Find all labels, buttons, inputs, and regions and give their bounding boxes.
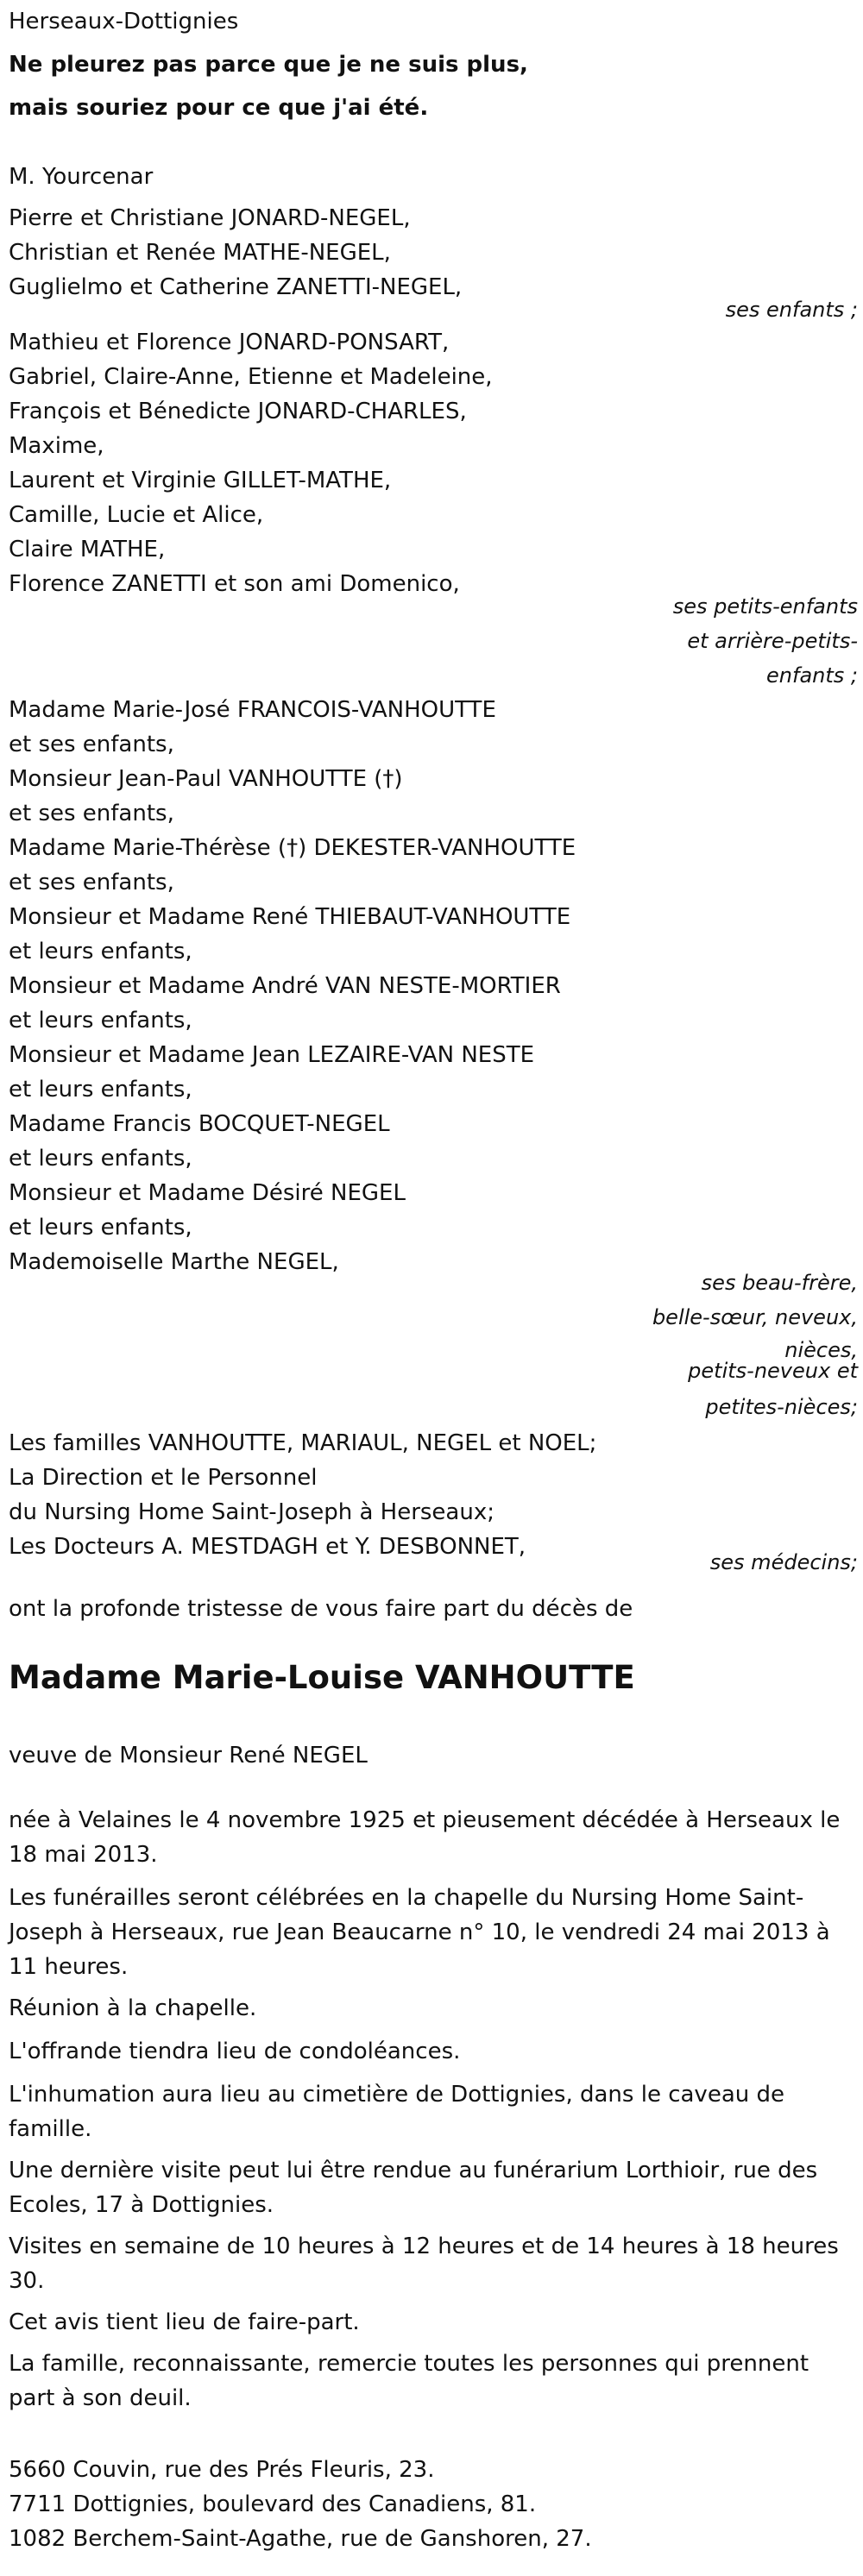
siblings-label: ses beau-frère, [701,1271,858,1295]
sibling-line: et ses enfants, [9,801,174,826]
sibling-line: Monsieur et Madame Jean LEZAIRE-VAN NESTE [9,1042,535,1068]
sibling-line: Madame Marie-Thérèse (†) DEKESTER-VANHOUTTE [9,835,576,861]
other-line: Les Docteurs A. MESTDAGH et Y. DESBONNET, [9,1534,526,1560]
grandchild-line: Camille, Lucie et Alice, [9,502,264,528]
address-line: 1082 Berchem-Saint-Agathe, rue de Ganshoren, 27. [9,2526,592,2552]
sibling-line: Madame Francis BOCQUET-NEGEL [9,1111,390,1137]
sibling-line: et leurs enfants, [9,1008,192,1034]
other-line: La Direction et le Personnel [9,1465,318,1491]
sibling-line: et ses enfants, [9,870,174,895]
sibling-line: Monsieur et Madame Désiré NEGEL [9,1180,406,1206]
sibling-line: et leurs enfants, [9,1215,192,1241]
grandchild-line: Claire MATHE, [9,537,166,562]
children-label: ses enfants ; [725,298,858,322]
grandchild-line: Laurent et Virginie GILLET-MATHE, [9,468,392,493]
grandchild-line: François et Bénedicte JONARD-CHARLES, [9,399,467,424]
child-line: Guglielmo et Catherine ZANETTI-NEGEL, [9,274,463,300]
detail-paragraph: Les funérailles seront célébrées en la chapelle du Nursing Home Saint-Joseph à Herseaux, rue Jean Beaucarne n° 10, le vendredi 24 mai 2013 à 11 heures. [9,1885,830,1980]
sibling-line: Monsieur Jean-Paul VANHOUTTE (†) [9,766,403,792]
sibling-line: Mademoiselle Marthe NEGEL, [9,1249,339,1275]
location: Herseaux-Dottignies [9,9,239,35]
address-line: 7711 Dottignies, boulevard des Canadiens, 81. [9,2491,537,2517]
grandchildren-label: enfants ; [766,663,858,688]
detail-paragraph: Une dernière visite peut lui être rendue au funérarium Lorthioir, rue des Ecoles, 17 à Dottignies. [9,2158,818,2218]
sibling-line: Madame Marie-José FRANCOIS-VANHOUTTE [9,697,496,723]
grandchild-line: Gabriel, Claire-Anne, Etienne et Madeleine, [9,364,493,390]
deceased-name: Madame Marie-Louise VANHOUTTE [9,1659,635,1696]
grandchildren-label: et arrière-petits- [687,629,858,653]
sibling-line: et leurs enfants, [9,1146,192,1172]
doctors-label: ses médecins; [709,1550,858,1574]
detail-paragraph: L'offrande tiendra lieu de condoléances. [9,2039,461,2064]
quote-line-1: Ne pleurez pas parce que je ne suis plus, [9,52,528,78]
grandchild-line: Mathieu et Florence JONARD-PONSART, [9,330,450,355]
sibling-line: et leurs enfants, [9,939,192,964]
other-line: du Nursing Home Saint-Joseph à Herseaux; [9,1499,494,1525]
detail-paragraph: Réunion à la chapelle. [9,1995,257,2021]
grandchild-line: Florence ZANETTI et son ami Domenico, [9,571,460,597]
detail-paragraph: Cet avis tient lieu de faire-part. [9,2309,360,2335]
siblings-label: petits-neveux et [688,1359,858,1383]
announcement: ont la profonde tristesse de vous faire part du décès de [9,1596,633,1622]
sibling-line: Monsieur et Madame André VAN NESTE-MORTIER [9,973,561,999]
detail-paragraph: Visites en semaine de 10 heures à 12 heures et de 14 heures à 18 heures 30. [9,2234,839,2294]
sibling-line: Monsieur et Madame René THIEBAUT-VANHOUTTE [9,904,571,930]
quote-author: M. Yourcenar [9,164,154,190]
sibling-line: et ses enfants, [9,732,174,757]
quote-line-2: mais souriez pour ce que j'ai été. [9,95,429,121]
child-line: Pierre et Christiane JONARD-NEGEL, [9,205,411,231]
grandchild-line: Maxime, [9,433,104,459]
detail-paragraph: L'inhumation aura lieu au cimetière de Dottignies, dans le caveau de famille. [9,2082,784,2142]
siblings-label: petites-nièces; [705,1395,858,1419]
other-line: Les familles VANHOUTTE, MARIAUL, NEGEL et NOEL; [9,1430,597,1456]
siblings-label: nièces, [784,1338,858,1362]
siblings-label: belle-sœur, neveux, [652,1305,858,1329]
deceased-spouse: veuve de Monsieur René NEGEL [9,1743,368,1769]
detail-paragraph: La famille, reconnaissante, remercie toutes les personnes qui prennent part à son deuil. [9,2351,809,2411]
sibling-line: et leurs enfants, [9,1077,192,1103]
detail-paragraph: née à Velaines le 4 novembre 1925 et pieusement décédée à Herseaux le 18 mai 2013. [9,1807,841,1868]
child-line: Christian et Renée MATHE-NEGEL, [9,240,391,266]
address-line: 5660 Couvin, rue des Prés Fleuris, 23. [9,2457,435,2483]
grandchildren-label: ses petits-enfants [672,594,858,619]
